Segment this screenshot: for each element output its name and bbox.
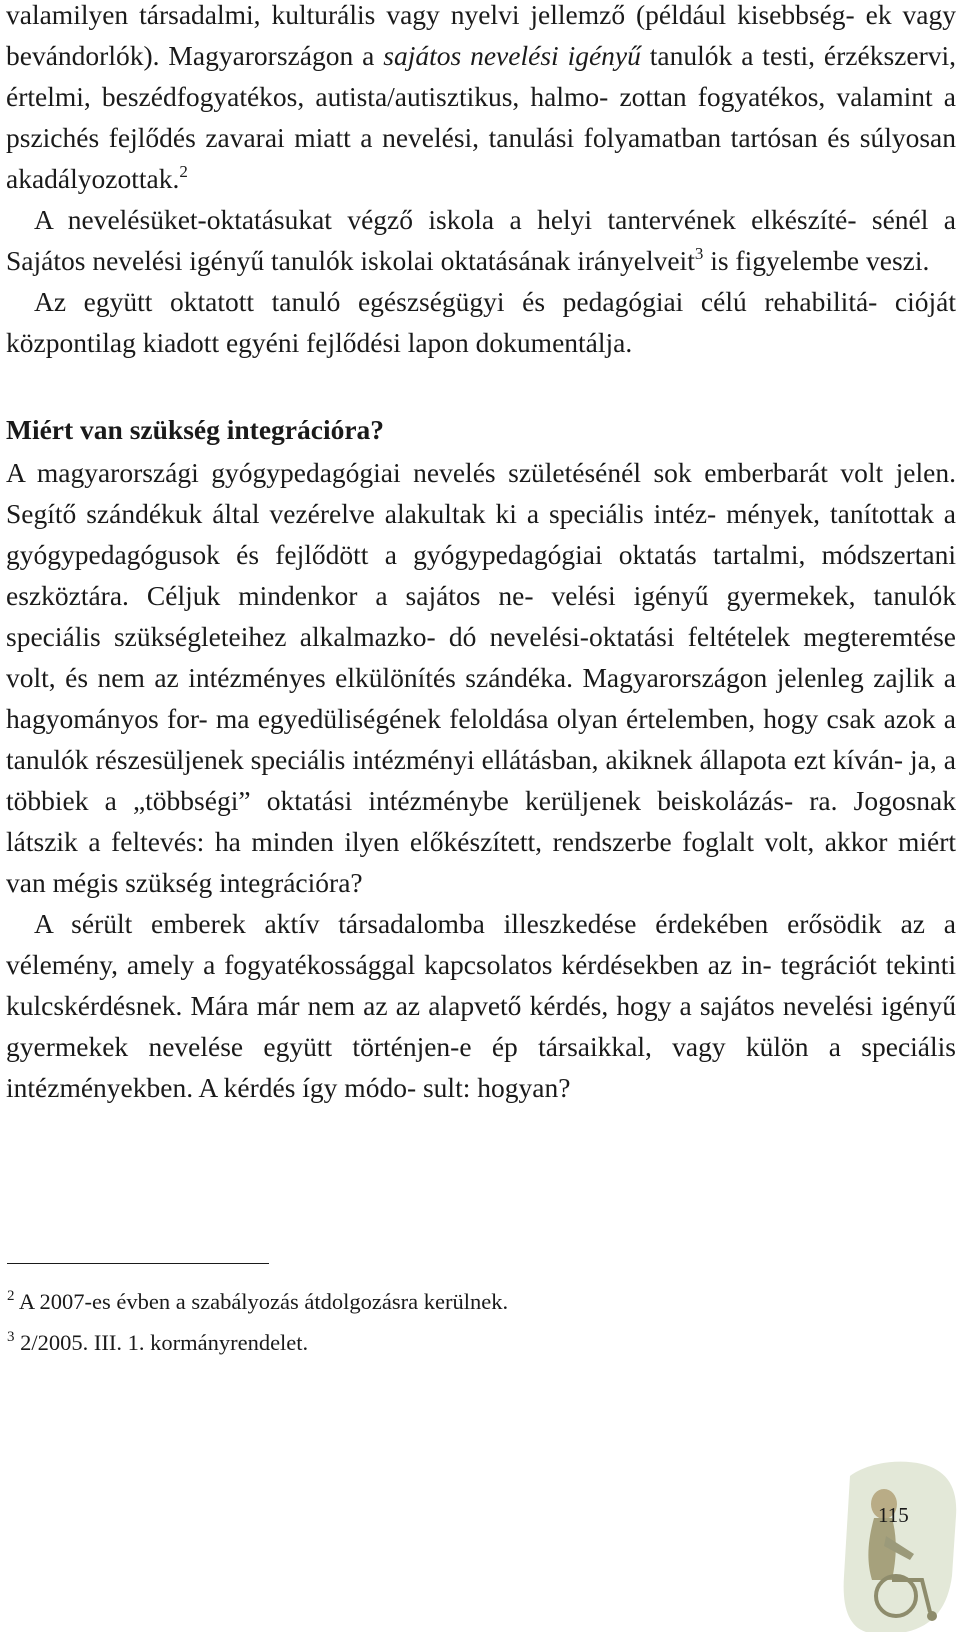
wheelchair-figure-icon xyxy=(826,1456,960,1633)
paragraph-2-text-b: is figyelembe veszi. xyxy=(703,245,930,276)
footnote-2 xyxy=(7,1281,907,1322)
section-heading: Miért van szükség integrációra? xyxy=(6,414,385,445)
paragraph-5: A sérült emberek aktív társadalomba illeszkedése érdekében erősödik az a vélemény, amely a fogyatékossággal kapcsolatos kérdésekben az in- tegrációt tekinti kulcskérdésnek. Mára már nem az az alapvető kérdés, hogy a sajátos nevelési igényű gyermekek nevelése együtt történjen-e ép társaikkal, vagy külön a speciális intézményekben. A kérdés így módo- sult: hogyan? xyxy=(6,908,956,1103)
paragraph-1-italic: sajátos nevelési igényű xyxy=(383,40,641,71)
paragraph-2 xyxy=(6,199,956,281)
footnote-3-number: 3 xyxy=(7,1329,15,1345)
paragraph-1-text-b: tanulók a testi, érzékszervi, értelmi, beszédfogyatékos, autista/autisztikus, halmo- zottan fogyatékos, valamint a pszichés fejlődés zavarai miatt a nevelési, tanulási folyamatban tartósan és súlyosan akadályozottak. xyxy=(6,40,956,194)
paragraph-2-text-a: A nevelésüket-oktatásukat végző iskola a helyi tantervének elkészíté- sénél a Sajátos nevelési igényű tanulók iskolai oktatásának irányelveit xyxy=(6,204,956,276)
paragraph-1-text-a: valamilyen társadalmi, kulturális vagy nyelvi jellemző (például kisebbség- ek vagy bevándorlók). Magyarországon a xyxy=(6,0,956,71)
footnote-2-number: 2 xyxy=(7,1288,15,1304)
footnote-2-text: A 2007-es évben a szabályozás átdolgozásra kerülnek. xyxy=(18,1289,509,1314)
footnote-3 xyxy=(7,1322,907,1363)
body-text xyxy=(6,0,956,1108)
footnote-3-text: 2/2005. III. 1. kormányrendelet. xyxy=(20,1330,309,1355)
footnotes xyxy=(7,1281,907,1363)
footnote-ref-2[interactable]: 2 xyxy=(179,162,188,181)
paragraph-3: Az együtt oktatott tanuló egészségügyi és pedagógiai célú rehabilitá- cióját központilag kiadott egyéni fejlődési lapon dokumentálja. xyxy=(6,286,956,358)
paragraph-1 xyxy=(6,0,956,199)
paragraph-4: A magyarországi gyógypedagógiai nevelés születésénél sok emberbarát volt jelen. Segítő szándékuk által vezérelve alakultak ki a speciális intéz- mények, tanítottak a gyógypedagógusok és fejlődött a gyógypedagógiai oktatás tartalmi, módszertani eszköztára. Céljuk mindenkor a sajátos ne- velési igényű gyermekek, tanulók speciális szükségleteihez alkalmazko- dó nevelési-oktatási feltételek megteremtése volt, és nem az intézményes elkülönítés szándéka. Magyarországon jelenleg zajlik a hagyományos for- ma egyedüliségének feloldása olyan értelemben, hogy csak azok a tanulók részesüljenek speciális intézményi ellátásban, akiknek állapota ezt kíván- ja, a többiek a „többségi” oktatási intézménybe kerüljenek beiskolázás- ra. Jogosnak látszik a feltevés: ha minden ilyen előkészített, rendszerbe foglalt volt, akkor miért van mégis szükség integrációra? xyxy=(6,457,956,898)
footnote-ref-3[interactable]: 3 xyxy=(694,244,704,263)
page-number: 115 xyxy=(878,1503,909,1527)
footnote-divider xyxy=(7,1263,269,1264)
